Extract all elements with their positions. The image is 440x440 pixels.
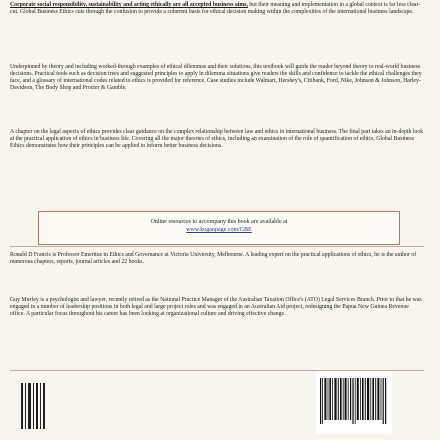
publisher-logo-icon bbox=[18, 380, 48, 432]
author-bio-murfey-text: Guy Murfey is a psychologist and lawyer, recently retired as the National Practice Manager of the Australian Taxation Office's (ATO) Legal Services Branch. Prior to that he was engaged in a number of leadership positions in both legal and large project roles and was engaged in an Australian Aid project, redesigning the Papua New Guinea Revenue office. A particular focus throughout his career has been looking at organizational culture and driving effective change. bbox=[10, 297, 422, 317]
description-text: Underpinned by theory and including worked-through examples of ethical dilemmas and their solutions, this textbook will guide the reader beyond theory to real-world business decisions. Practical tools such as decision trees and suggested principles to apply in dilemma situations give readers the skills and confidence to tackle the ethical challenges they face, and a glossary of international codes related to ethics is provided for reference. Case studies include Walmart, Hershey's, Citibank, Ford, Nike, Johnson & Johnson, Harley-Davidson, The Body Shop and Procter & Gamble. bbox=[10, 64, 422, 91]
description-paragraph bbox=[10, 64, 424, 92]
isbn-barcode-icon bbox=[316, 372, 392, 434]
author-bio-francis-text: Ronald D Francis is Professor Emeritus in Ethics and Governance at Victoria University, Melbourne. A leading expert on the practical applications of ethics, he is the author of numerous chapters, reports, journal articles and 22 books. bbox=[10, 252, 417, 265]
divider bbox=[10, 370, 424, 371]
resources-link[interactable]: www.koganpage.com/GBE bbox=[186, 227, 252, 233]
lead-headline: Corporate social responsibility, sustainability and acting ethically are all accepted business aims, bbox=[10, 2, 248, 8]
lead-body: but their meaning and implementation in a global context is far less clear-cut. Global Business Ethics cuts through the confusion to provide a coherent basis for ethical decision making within the complexities of the international business landscape. bbox=[10, 2, 421, 15]
author-bio-francis bbox=[10, 252, 424, 266]
online-resources-text: Online resources to accompany this book are available at bbox=[150, 219, 288, 225]
chapter-summary-paragraph bbox=[10, 129, 424, 150]
chapter-summary-text: A chapter on the legal aspects of ethics provides clear guidance on the complex relationship between law and ethics in international business. The final part takes an in-depth look at the practical application of ethics in business life. Covering all the major theories of ethics, including an examination of the role of quantification of ethics, Global Business Ethics demonstrates how their principles can be applied to inform better business decisions. bbox=[10, 129, 424, 149]
author-bio-murfey bbox=[10, 297, 424, 318]
online-resources-box bbox=[38, 211, 400, 245]
lead-paragraph bbox=[10, 2, 424, 16]
divider bbox=[10, 246, 424, 247]
